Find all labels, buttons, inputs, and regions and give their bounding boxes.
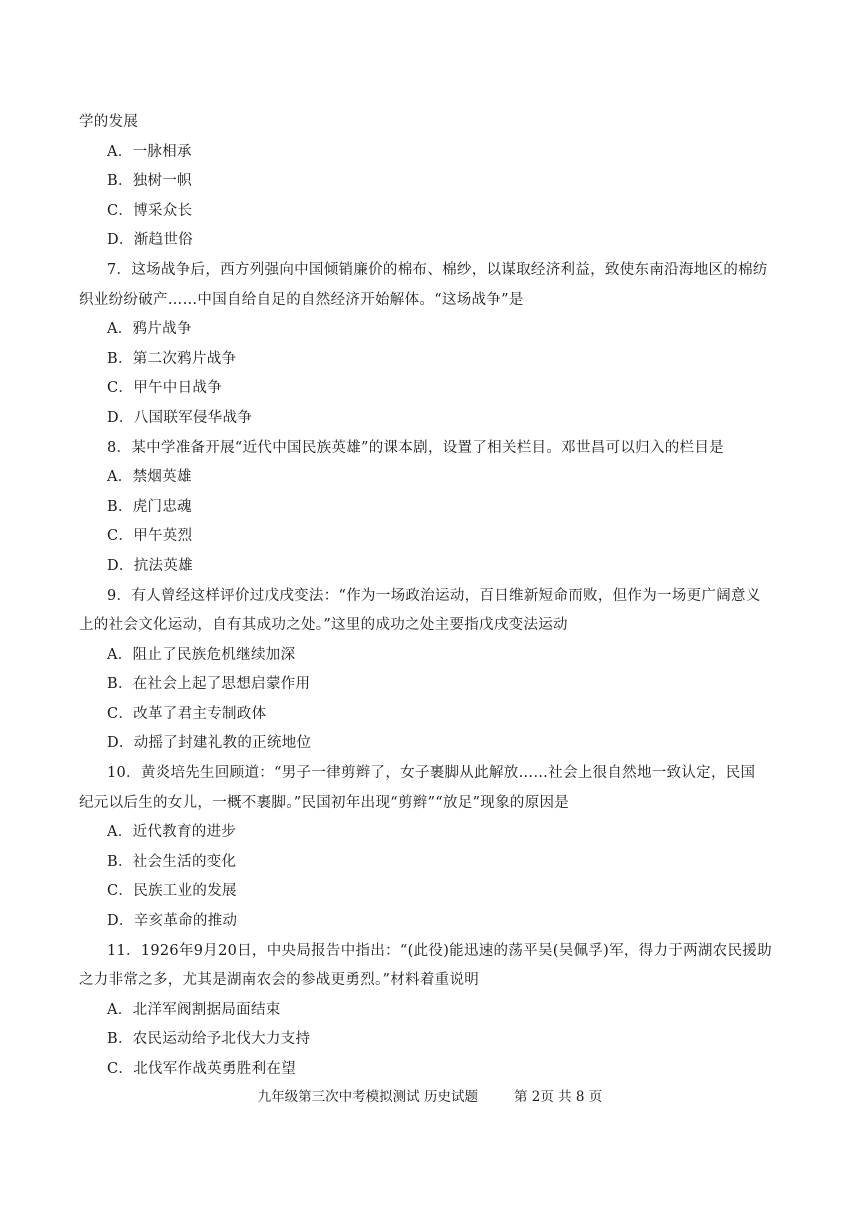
text-line: B．第二次鸦片战争 <box>107 350 237 367</box>
text-line: B．农民运动给予北伐大力支持 <box>107 1031 311 1048</box>
text-line: D．动摇了封建礼教的正统地位 <box>107 735 312 752</box>
text-line: B．独树一帜 <box>107 173 192 190</box>
text-line: 之力非常之多，尤其是湖南农会的参战更勇烈。”材料着重说明 <box>79 972 480 989</box>
text-line: B．社会生活的变化 <box>107 853 237 870</box>
text-line: D．辛亥革命的推动 <box>107 913 238 930</box>
text-line: C．博采众长 <box>107 202 193 219</box>
text-line: C．民族工业的发展 <box>107 883 237 900</box>
text-line: D．渐趋世俗 <box>107 232 193 249</box>
footer-page-number: 第 2页 共 8 页 <box>513 1089 603 1105</box>
text-line: C．北伐军作战英勇胜利在望 <box>107 1061 296 1077</box>
text-line: 8．某中学准备开展“近代中国民族英雄”的课本剧，设置了相关栏目。邓世昌可以归入的栏目是 <box>107 439 724 456</box>
text-line: 学的发展 <box>79 114 139 130</box>
text-line: A．禁烟英雄 <box>107 469 192 486</box>
text-line: B．在社会上起了思想启蒙作用 <box>107 676 311 693</box>
text-line: A．近代教育的进步 <box>107 824 237 841</box>
text-line: 11．1926年9月20日，中央局报告中指出：“(此役)能迅速的荡平吴(吴佩孚)军，得力于两湖农民援助 <box>107 942 772 959</box>
text-line: 织业纷纷破产……中国自给自足的自然经济开始解体。“这场战争”是 <box>79 291 524 308</box>
page-footer <box>0 1085 860 1105</box>
text-line: 10．黄炎培先生回顾道：“男子一律剪辫了，女子裹脚从此解放……社会上很自然地一致认定，民国 <box>107 765 756 782</box>
text-line: C．甲午中日战争 <box>107 380 222 397</box>
text-line: 9．有人曾经这样评价过戊戌变法：“作为一场政治运动，百日维新短命而败，但作为一场更广阔意义 <box>107 587 761 604</box>
text-line: D．八国联军侵华战争 <box>107 409 253 426</box>
question-content <box>79 108 779 1085</box>
text-line: 7．这场战争后，西方列强向中国倾销廉价的棉布、棉纱，以谋取经济利益，致使东南沿海地区的棉纺 <box>107 261 768 278</box>
text-line: C．改革了君主专制政体 <box>107 705 267 722</box>
text-line: 上的社会文化运动，自有其成功之处。”这里的成功之处主要指戊戌变法运动 <box>79 617 568 634</box>
text-line: D．抗法英雄 <box>107 557 193 574</box>
text-line: A．阻止了民族危机继续加深 <box>107 646 296 663</box>
text-line: A．一脉相承 <box>107 143 192 160</box>
text-line: 纪元以后生的女儿，一概不裹脚。”民国初年出现“剪辫”“放足”现象的原因是 <box>79 794 570 811</box>
footer-title: 九年级第三次中考模拟测试 历史试题 <box>257 1089 478 1105</box>
text-line: B．虎门忠魂 <box>107 498 192 515</box>
text-line: C．甲午英烈 <box>107 528 193 545</box>
text-line: A．鸦片战争 <box>107 321 192 338</box>
text-line: A．北洋军阀割据局面结束 <box>107 1001 281 1018</box>
